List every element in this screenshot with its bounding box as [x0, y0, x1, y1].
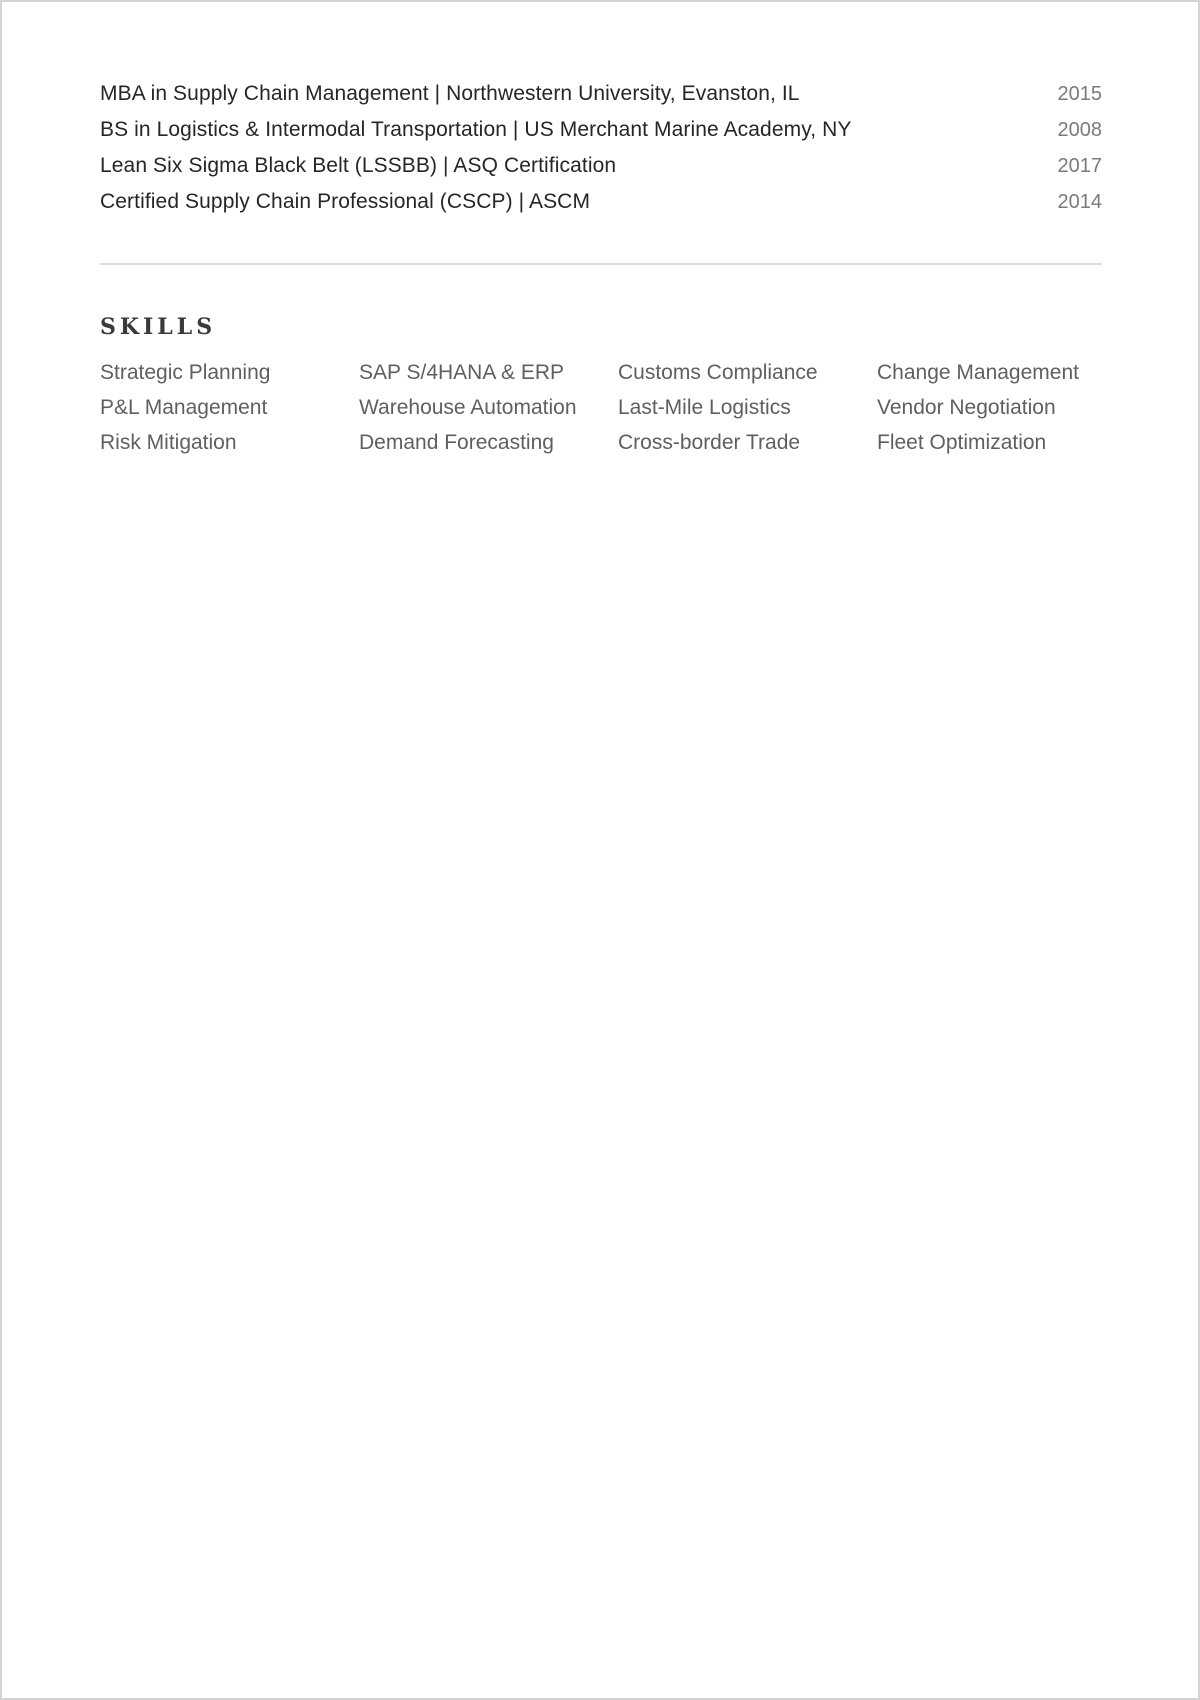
skill-item: P&L Management [100, 396, 268, 419]
education-list [100, 76, 1102, 220]
skill-item: Strategic Planning [100, 361, 271, 384]
education-title: BS in Logistics & Intermodal Transportation | US Merchant Marine Academy, NY [100, 118, 852, 141]
education-item [100, 76, 1102, 112]
skill-item: Change Management [877, 361, 1079, 384]
skill-item: Warehouse Automation [359, 396, 577, 419]
education-item [100, 112, 1102, 148]
skill-item: Demand Forecasting [359, 431, 554, 454]
education-title: Lean Six Sigma Black Belt (LSSBB) | ASQ Certification [100, 154, 617, 177]
resume-content [100, 76, 1102, 455]
education-title: Certified Supply Chain Professional (CSCP) | ASCM [100, 190, 591, 213]
education-year: 2008 [1057, 119, 1102, 141]
education-year: 2015 [1057, 83, 1102, 105]
skills-heading: SKILLS [100, 314, 217, 340]
skills-grid [100, 361, 1102, 455]
education-year: 2017 [1057, 155, 1102, 177]
skill-item: Vendor Negotiation [877, 396, 1056, 419]
skill-item: SAP S/4HANA & ERP [359, 361, 565, 384]
education-item [100, 184, 1102, 220]
section-divider [100, 263, 1102, 265]
education-title: MBA in Supply Chain Management | Northwestern University, Evanston, IL [100, 82, 800, 105]
skill-item: Risk Mitigation [100, 431, 237, 454]
education-item [100, 148, 1102, 184]
skill-item: Cross-border Trade [618, 431, 801, 454]
skill-item: Fleet Optimization [877, 431, 1047, 454]
education-year: 2014 [1057, 191, 1102, 213]
skill-item: Customs Compliance [618, 361, 818, 384]
skill-item: Last-Mile Logistics [618, 396, 791, 419]
